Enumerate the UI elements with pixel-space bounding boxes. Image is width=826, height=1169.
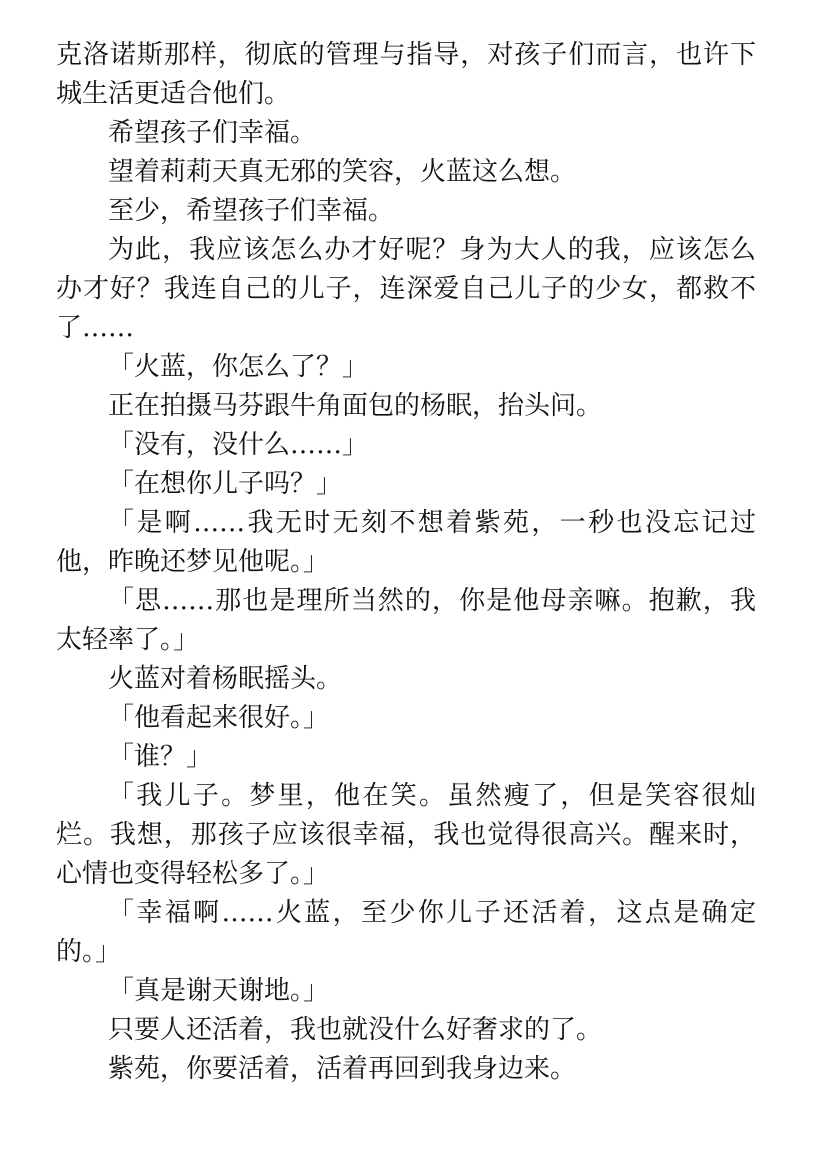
paragraph-13: 「他看起来很好。」	[108, 703, 330, 733]
paragraph-1: 克洛诺斯那样，彻底的管理与指导，对孩子们而言，也许下城生活更适合他们。	[56, 40, 756, 109]
paragraph-5: 为此，我应该怎么办才好呢？身为大人的我，应该怎么办才好？我连自己的儿子，连深爱自己儿子的少女，都救不了……	[56, 235, 756, 343]
paragraph-17: 「真是谢天谢地。」	[108, 976, 330, 1006]
paragraph-12: 火蓝对着杨眠摇头。	[108, 664, 343, 694]
paragraph-7: 正在拍摄马芬跟牛角面包的杨眠，抬头问。	[108, 391, 603, 421]
paragraph-8: 「没有，没什么……」	[108, 430, 369, 460]
paragraph-18: 只要人还活着，我也就没什么好奢求的了。	[108, 1015, 603, 1045]
paragraph-4: 至少，希望孩子们幸福。	[108, 196, 395, 226]
paragraph-14: 「谁？」	[108, 742, 213, 772]
paragraph-10: 「是啊……我无时无刻不想着紫苑，一秒也没忘记过他，昨晚还梦见他呢。」	[56, 508, 756, 577]
paragraph-19: 紫苑，你要活着，活着再回到我身边来。	[108, 1054, 577, 1084]
paragraph-9: 「在想你儿子吗？」	[108, 469, 343, 499]
paragraph-16: 「幸福啊……火蓝，至少你儿子还活着，这点是确定的。」	[56, 898, 756, 967]
paragraph-3: 望着莉莉天真无邪的笑容，火蓝这么想。	[108, 157, 577, 187]
paragraph-15: 「我儿子。梦里，他在笑。虽然瘦了，但是笑容很灿烂。我想，那孩子应该很幸福，我也觉得很高兴。醒来时，心情也变得轻松多了。」	[56, 781, 756, 889]
paragraph-11: 「思……那也是理所当然的，你是他母亲嘛。抱歉，我太轻率了。」	[56, 586, 756, 655]
document-page	[56, 36, 756, 1089]
paragraph-6: 「火蓝，你怎么了？」	[108, 352, 369, 382]
paragraph-2: 希望孩子们幸福。	[108, 118, 317, 148]
